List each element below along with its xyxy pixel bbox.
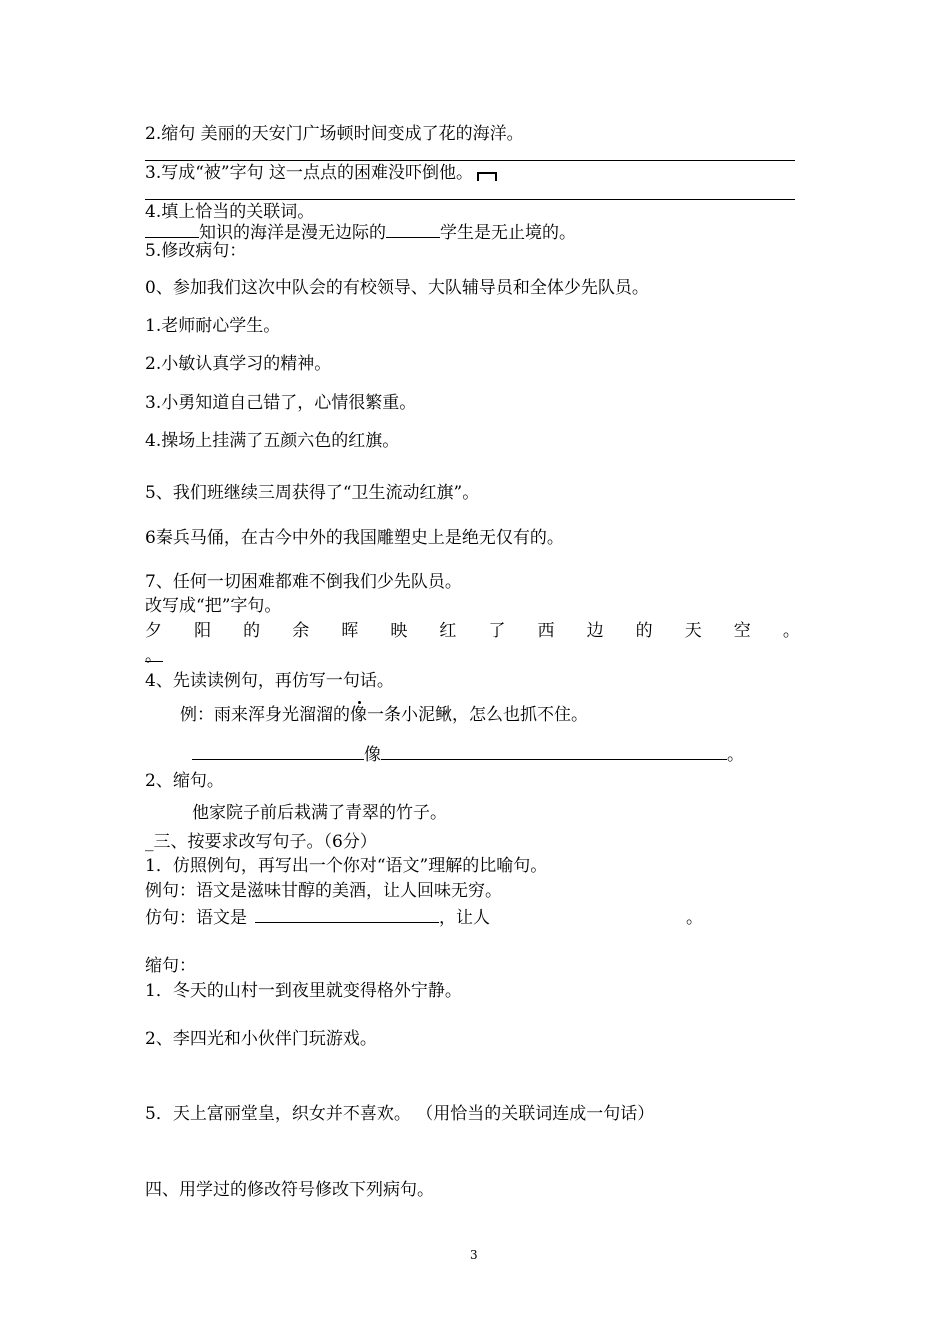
ba-sentence-spread [145,621,800,641]
q-condense-title: 2、缩句。 [145,771,224,791]
sentence-item: 3.小勇知道自己错了，心情很繁重。 [145,393,417,413]
sentence-item: 4.操场上挂满了五颜六色的红旗。 [145,431,400,451]
spread-char: 天 [684,621,702,641]
q-condense-sentence-1: 2.缩句 美丽的天安门广场顿时间变成了花的海洋。 [145,124,524,144]
spread-char: 余 [292,621,310,641]
metaphor-mid: ，让人 [439,908,490,928]
sentence-item: 2.小敏认真学习的精神。 [145,354,332,374]
sentence-item: 1.老师耐心学生。 [145,316,281,336]
q-ba-sentence-title: 改写成“把”字句。 [145,596,282,616]
conj-text-b: 学生是无止境的。 [440,223,576,243]
spread-char: 映 [390,621,408,641]
section-four-heading: 四、用学过的修改符号修改下列病句。 [145,1180,434,1200]
imitate-answer-row [192,743,744,765]
q-condense-title-2: 缩句： [145,956,196,976]
q-imitate-title: 4、先读读例句，再仿写一句话。 [145,671,394,691]
spread-char: 。 [782,621,800,641]
q-fix-sentences-title: 5.修改病句： [145,241,247,261]
sentence-item: 6秦兵马俑，在古今中外的我国雕塑史上是绝无仅有的。 [145,528,564,548]
bracket-mark [477,172,497,181]
stray-period: 。 [145,646,162,666]
spread-char: 晖 [341,621,359,641]
metaphor-example: 例句：语文是滋味甘醇的美酒，让人回味无穷。 [145,881,502,901]
example-sentence [180,705,588,725]
q-conjunction-body [145,221,576,243]
spread-char: 的 [635,621,653,641]
metaphor-prefix: 仿句：语文是 [145,908,247,928]
sentence-item: 0、参加我们这次中队会的有校领导、大队辅导员和全体少先队员。 [145,278,649,298]
sentence-item: 5、我们班继续三周获得了“卫生流动红旗”。 [145,483,480,503]
spread-char: 边 [586,621,604,641]
example-text-a: 例：雨来浑身光溜溜的 [180,705,350,725]
blank-field[interactable] [381,743,727,760]
example-text-b: 一条小泥鳅，怎么也抓不住。 [367,705,588,725]
sentence-item: 他家院子前后栽满了青翠的竹子。 [192,803,447,823]
sentence-item: 2、李四光和小伙伴门玩游戏。 [145,1029,377,1049]
spread-char: 红 [439,621,457,641]
spread-char: 夕 [145,621,162,641]
section-three-heading: _三、按要求改写句子。（6分） [145,832,377,852]
answer-line [145,661,163,662]
q-passive-sentence [145,163,497,183]
page-number: 3 [470,1248,478,1262]
sentence-item: 5．天上富丽堂皇，织女并不喜欢。 （用恰当的关联词连成一句话） [145,1104,655,1124]
spread-char: 西 [537,621,555,641]
sentence-item: 7、任何一切困难都难不倒我们少先队员。 [145,572,462,592]
imitate-period: 。 [727,745,744,765]
spread-char: 了 [488,621,506,641]
metaphor-period: 。 [686,908,703,928]
metaphor-answer-row [145,906,703,928]
emphasized-char: 像 [350,705,367,725]
spread-char: 阳 [194,621,212,641]
answer-line [145,160,795,161]
spread-char: 的 [243,621,261,641]
sentence-item: 1．冬天的山村一到夜里就变得格外宁静。 [145,981,462,1001]
q-conjunction-title: 4.填上恰当的关联词。 [145,202,315,222]
blank-field[interactable] [192,743,364,760]
spread-char: 空 [733,621,751,641]
blank-field[interactable] [255,906,439,923]
answer-line [145,199,795,200]
q-metaphor-title: 1．仿照例句，再写出一个你对“语文”理解的比喻句。 [145,856,548,876]
q-passive-text: 3.写成“被”字句 这一点点的困难没吓倒他。 [145,163,474,183]
blank-field[interactable] [145,221,199,238]
imitate-like-word: 像 [364,745,381,765]
blank-field[interactable] [386,221,440,238]
conj-text-a: 知识的海洋是漫无边际的 [199,223,386,243]
